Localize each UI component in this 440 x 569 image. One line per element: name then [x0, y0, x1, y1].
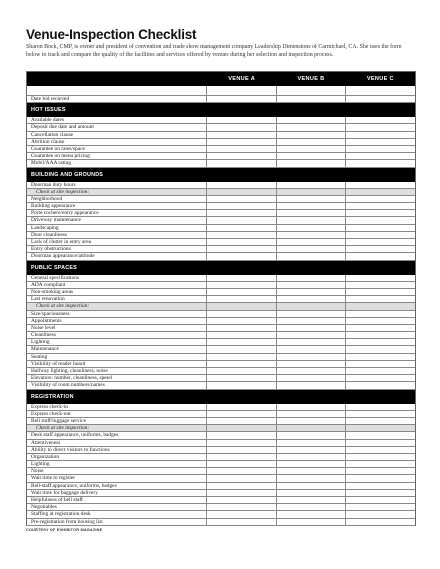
venue-b-cell[interactable]: [277, 132, 347, 138]
checklist-row: [27, 275, 415, 282]
row-label: Door cleanliness: [27, 232, 207, 238]
row-label: Building appearance: [27, 203, 207, 209]
row-label: General specifications: [27, 275, 207, 281]
venue-b-cell[interactable]: [277, 311, 347, 317]
venue-a-cell[interactable]: [207, 382, 277, 388]
venue-b-cell[interactable]: [277, 483, 347, 489]
sections-container: [27, 103, 415, 526]
venue-c-cell[interactable]: [346, 432, 415, 438]
checklist-row: [27, 124, 415, 131]
row-label: Visibility of room numbers/names: [27, 382, 207, 388]
checklist-row: [27, 519, 415, 526]
venue-a-cell[interactable]: [207, 368, 277, 374]
checklist-row: [27, 203, 415, 210]
venue-a-cell[interactable]: [207, 447, 277, 453]
venue-b-cell[interactable]: [277, 411, 347, 417]
venue-a-cell[interactable]: [207, 275, 277, 281]
venue-a-cell[interactable]: [207, 225, 277, 231]
row-label: Porte cochere/entry appearance: [27, 210, 207, 216]
venue-a-cell[interactable]: [207, 339, 277, 345]
venue-c-cell[interactable]: [346, 289, 415, 295]
checklist-row: [27, 375, 415, 382]
venue-a-cell[interactable]: [207, 124, 277, 130]
row-label: Negotiables: [27, 504, 207, 510]
venue-b-cell[interactable]: [277, 497, 347, 503]
checklist-row: [27, 468, 415, 475]
row-label: Seating: [27, 354, 207, 360]
date-bid-row: [27, 96, 415, 103]
venue-c-cell[interactable]: [346, 225, 415, 231]
venue-a-cell[interactable]: [207, 475, 277, 481]
checklist-row: [27, 339, 415, 346]
venue-b-cell: [277, 189, 347, 195]
checklist-row: [27, 440, 415, 447]
row-label: Attrition clause: [27, 139, 207, 145]
venue-c-cell[interactable]: [346, 232, 415, 238]
venue-b-cell[interactable]: [277, 354, 347, 360]
checklist-row: [27, 246, 415, 253]
venue-a-cell: [207, 189, 277, 195]
venue-b-cell[interactable]: [277, 146, 347, 152]
venue-b-cell[interactable]: [277, 232, 347, 238]
row-label: Hallway lighting, cleanliness, noise: [27, 368, 207, 374]
venue-b-cell[interactable]: [277, 282, 347, 288]
checklist-row: [27, 232, 415, 239]
venue-b-cell[interactable]: [277, 225, 347, 231]
venue-a-cell[interactable]: [207, 182, 277, 188]
row-label: Pre-registration from housing list: [27, 519, 207, 525]
venue-b-cell[interactable]: [277, 375, 347, 381]
venue-c-cell[interactable]: [346, 339, 415, 345]
row-label: Driveway maintenance: [27, 217, 207, 223]
site-inspection-subheader-row: [27, 303, 415, 310]
venue-c-cell[interactable]: [346, 404, 415, 410]
venue-c-cell[interactable]: [346, 368, 415, 374]
venue-c-cell[interactable]: [346, 361, 415, 367]
row-label: Mobil/AAA rating: [27, 160, 207, 166]
venue-b-cell[interactable]: [277, 196, 347, 202]
checklist-row: [27, 132, 415, 139]
checklist-row: [27, 139, 415, 146]
row-label: Check at site inspection:: [27, 189, 207, 195]
checklist-row: [27, 332, 415, 339]
venue-a-cell[interactable]: [207, 253, 277, 259]
checklist-row: [27, 325, 415, 332]
venue-b-cell: [277, 303, 347, 309]
section-header: PUBLIC SPACES: [27, 261, 415, 275]
venue-a-cell[interactable]: [207, 203, 277, 209]
checklist-row: [27, 511, 415, 518]
venue-c-cell[interactable]: [346, 468, 415, 474]
venue-b-cell[interactable]: [277, 519, 347, 525]
checklist-row: [27, 361, 415, 368]
header-blank-cell: [27, 72, 207, 86]
checklist-row: [27, 160, 415, 167]
venue-b-cell[interactable]: [277, 332, 347, 338]
row-label: Desk staff appearance, uniforms, badges: [27, 432, 207, 438]
venue-b-cell[interactable]: [277, 325, 347, 331]
venue-a-cell[interactable]: [207, 504, 277, 510]
venue-c-cell[interactable]: [346, 332, 415, 338]
row-label: Ability to direct visitors to functions: [27, 447, 207, 453]
venue-b-cell[interactable]: [277, 182, 347, 188]
checklist-row: [27, 117, 415, 124]
venue-b-cell[interactable]: [277, 160, 347, 166]
venue-c-cell[interactable]: [346, 519, 415, 525]
venue-a-cell[interactable]: [207, 511, 277, 517]
venue-b-cell[interactable]: [277, 440, 347, 446]
footer-credit: COURTESY OF EXHIBITOR MAGAZINE: [26, 528, 103, 532]
venue-c-cell[interactable]: [346, 318, 415, 324]
page-title: Venue-Inspection Checklist: [26, 27, 197, 42]
venue-a-cell[interactable]: [207, 461, 277, 467]
section-header: BUILDING AND GROUNDS: [27, 168, 415, 182]
checklist-row: [27, 368, 415, 375]
venue-c-cell[interactable]: [346, 475, 415, 481]
venue-a-cell[interactable]: [207, 96, 277, 102]
venue-c-cell[interactable]: [346, 182, 415, 188]
checklist-row: [27, 382, 415, 389]
venue-a-cell[interactable]: [207, 354, 277, 360]
venue-a-cell[interactable]: [207, 117, 277, 123]
spacer-row: [27, 86, 415, 96]
venue-b-cell[interactable]: [277, 468, 347, 474]
venue-a-cell[interactable]: [207, 375, 277, 381]
venue-c-cell[interactable]: [346, 217, 415, 223]
venue-c-cell[interactable]: [346, 447, 415, 453]
venue-c-cell[interactable]: [346, 160, 415, 166]
venue-c-cell[interactable]: [346, 253, 415, 259]
spacer-cell: [207, 86, 277, 95]
venue-a-cell[interactable]: [207, 519, 277, 525]
section-header: HOT ISSUES: [27, 103, 415, 117]
checklist-row: [27, 296, 415, 303]
checklist-row: [27, 411, 415, 418]
site-inspection-subheader-row: [27, 425, 415, 432]
venue-b-cell[interactable]: [277, 117, 347, 123]
venue-b-cell[interactable]: [277, 432, 347, 438]
venue-a-cell[interactable]: [207, 468, 277, 474]
venue-a-cell[interactable]: [207, 196, 277, 202]
checklist-row: [27, 182, 415, 189]
row-label: Last renovation: [27, 296, 207, 302]
checklist-row: [27, 418, 415, 425]
venue-a-cell[interactable]: [207, 146, 277, 152]
checklist-row: [27, 346, 415, 353]
venue-a-cell[interactable]: [207, 490, 277, 496]
row-label: Staffing at registration desk: [27, 511, 207, 517]
row-label: Deposit due date and amount: [27, 124, 207, 130]
venue-c-cell[interactable]: [346, 511, 415, 517]
spacer-label-cell: [27, 86, 207, 95]
venue-a-cell[interactable]: [207, 497, 277, 503]
venue-a-cell[interactable]: [207, 210, 277, 216]
venue-a-cell[interactable]: [207, 139, 277, 145]
spacer-cell: [277, 86, 347, 95]
venue-c-cell: [346, 189, 415, 195]
venue-c-cell[interactable]: [346, 504, 415, 510]
venue-a-cell[interactable]: [207, 418, 277, 424]
row-label: Neighborhood: [27, 196, 207, 202]
venue-c-cell[interactable]: [346, 490, 415, 496]
venue-c-cell[interactable]: [346, 411, 415, 417]
checklist-row: [27, 289, 415, 296]
venue-c-cell[interactable]: [346, 375, 415, 381]
checklist-row: [27, 504, 415, 511]
venue-a-cell[interactable]: [207, 282, 277, 288]
venue-a-cell[interactable]: [207, 289, 277, 295]
row-label: Entry obstructions: [27, 246, 207, 252]
venue-a-cell[interactable]: [207, 160, 277, 166]
row-label: Guarantee on menu pricing: [27, 153, 207, 159]
venue-c-cell[interactable]: [346, 483, 415, 489]
venue-b-cell[interactable]: [277, 418, 347, 424]
venue-a-cell[interactable]: [207, 411, 277, 417]
venue-c-cell[interactable]: [346, 497, 415, 503]
row-label: Helpfulness of bell staff: [27, 497, 207, 503]
venue-c-cell[interactable]: [346, 296, 415, 302]
venue-b-cell[interactable]: [277, 139, 347, 145]
venue-c-cell[interactable]: [346, 454, 415, 460]
row-label: Express check-out: [27, 411, 207, 417]
row-label: Size/spaciousness: [27, 311, 207, 317]
venue-c-cell: [346, 425, 415, 431]
row-label: Organization: [27, 454, 207, 460]
row-label: Doorman duty hours: [27, 182, 207, 188]
venue-b-cell[interactable]: [277, 210, 347, 216]
row-label: Cleanliness: [27, 332, 207, 338]
checklist-row: [27, 225, 415, 232]
venue-b-cell[interactable]: [277, 217, 347, 223]
venue-c-cell[interactable]: [346, 325, 415, 331]
venue-b-cell[interactable]: [277, 490, 347, 496]
venue-c-cell[interactable]: [346, 239, 415, 245]
row-label: Landscaping: [27, 225, 207, 231]
row-label: Wait time to register: [27, 475, 207, 481]
row-label: Elevators: number, cleanliness, speed: [27, 375, 207, 381]
venue-a-cell[interactable]: [207, 483, 277, 489]
row-label: Lack of clutter in entry area: [27, 239, 207, 245]
checklist-row: [27, 354, 415, 361]
checklist-row: [27, 404, 415, 411]
venue-c-cell[interactable]: [346, 440, 415, 446]
venue-a-cell[interactable]: [207, 440, 277, 446]
venue-c-cell[interactable]: [346, 246, 415, 252]
venue-b-cell[interactable]: [277, 246, 347, 252]
venue-a-cell[interactable]: [207, 153, 277, 159]
row-label: Maintenance: [27, 346, 207, 352]
venue-a-cell[interactable]: [207, 454, 277, 460]
venue-b-cell[interactable]: [277, 253, 347, 259]
venue-b-cell[interactable]: [277, 124, 347, 130]
venue-c-header: VENUE C: [366, 76, 394, 82]
row-label: Doorman appearance/attitude: [27, 253, 207, 259]
venue-b-cell[interactable]: [277, 454, 347, 460]
row-label: Noise: [27, 468, 207, 474]
row-label: Noise level: [27, 325, 207, 331]
checklist-row: [27, 282, 415, 289]
venue-c-cell[interactable]: [346, 153, 415, 159]
checklist-row: [27, 253, 415, 260]
venue-b-cell[interactable]: [277, 447, 347, 453]
checklist-row: [27, 153, 415, 160]
venue-b-cell[interactable]: [277, 339, 347, 345]
venue-c-cell[interactable]: [346, 461, 415, 467]
venue-b-cell[interactable]: [277, 346, 347, 352]
venue-a-cell[interactable]: [207, 432, 277, 438]
row-label: ADA compliant: [27, 282, 207, 288]
row-label: Date bid recieved: [27, 96, 207, 102]
row-label: Check at site inspection:: [27, 303, 207, 309]
venue-b-cell[interactable]: [277, 153, 347, 159]
row-label: Check at site inspection:: [27, 425, 207, 431]
venue-c-cell[interactable]: [346, 203, 415, 209]
checklist-row: [27, 432, 415, 439]
checklist-row: [27, 146, 415, 153]
checklist-row: [27, 447, 415, 454]
venue-c-cell[interactable]: [346, 146, 415, 152]
row-label: Attentiveness: [27, 440, 207, 446]
row-label: Wait time for baggage delivery: [27, 490, 207, 496]
row-label: Available dates: [27, 117, 207, 123]
venue-c-cell[interactable]: [346, 282, 415, 288]
row-label: Appointments: [27, 318, 207, 324]
venue-c-cell[interactable]: [346, 139, 415, 145]
venue-b-cell[interactable]: [277, 511, 347, 517]
checklist-row: [27, 475, 415, 482]
venue-a-cell[interactable]: [207, 296, 277, 302]
venue-b-cell[interactable]: [277, 96, 347, 102]
venue-a-cell[interactable]: [207, 332, 277, 338]
venue-b-cell[interactable]: [277, 368, 347, 374]
venue-c-cell[interactable]: [346, 354, 415, 360]
venue-b-cell[interactable]: [277, 275, 347, 281]
venue-c-cell: [346, 303, 415, 309]
venue-a-cell[interactable]: [207, 361, 277, 367]
venue-c-cell[interactable]: [346, 196, 415, 202]
venue-b-cell[interactable]: [277, 504, 347, 510]
venue-a-cell[interactable]: [207, 217, 277, 223]
venue-a-header: VENUE A: [228, 76, 256, 82]
row-label: Guarantee on rates/space: [27, 146, 207, 152]
venue-b-cell[interactable]: [277, 289, 347, 295]
venue-b-cell[interactable]: [277, 296, 347, 302]
checklist-row: [27, 318, 415, 325]
spacer-cell: [346, 86, 415, 95]
row-label: Lighting: [27, 339, 207, 345]
venue-b-cell[interactable]: [277, 318, 347, 324]
checklist-row: [27, 239, 415, 246]
venue-c-cell[interactable]: [346, 418, 415, 424]
row-label: Lighting: [27, 461, 207, 467]
checklist-row: [27, 497, 415, 504]
venue-a-cell: [207, 303, 277, 309]
venue-a-cell: [207, 425, 277, 431]
venue-a-cell[interactable]: [207, 346, 277, 352]
row-label: Bell staff/luggage service: [27, 418, 207, 424]
checklist-row: [27, 196, 415, 203]
venue-c-cell[interactable]: [346, 346, 415, 352]
checklist-row: [27, 461, 415, 468]
venue-a-cell[interactable]: [207, 311, 277, 317]
venue-c-cell[interactable]: [346, 311, 415, 317]
venue-c-cell[interactable]: [346, 382, 415, 388]
venue-a-cell[interactable]: [207, 404, 277, 410]
venue-b-cell[interactable]: [277, 382, 347, 388]
row-label: Cancellation clause: [27, 132, 207, 138]
venue-c-cell[interactable]: [346, 96, 415, 102]
venue-c-cell[interactable]: [346, 275, 415, 281]
checklist-row: [27, 217, 415, 224]
checklist-row: [27, 490, 415, 497]
venue-c-cell[interactable]: [346, 124, 415, 130]
venue-a-cell[interactable]: [207, 132, 277, 138]
venue-c-cell[interactable]: [346, 117, 415, 123]
row-label: Bell-staff appearance, uniforms, badges: [27, 483, 207, 489]
site-inspection-subheader-row: [27, 189, 415, 196]
intro-paragraph: Sharon Bock, CMP, is owner and president of convention and trade show management company Leadership Dimensions of Carmichael, CA. She uses the form below to track and compare the quality of the facilities and services offered by venues during her selection and inspection process.: [26, 44, 402, 59]
venue-b-cell[interactable]: [277, 361, 347, 367]
venue-a-cell[interactable]: [207, 246, 277, 252]
section-header: REGISTRATION: [27, 390, 415, 404]
table-header: [27, 72, 415, 86]
venue-b-cell[interactable]: [277, 239, 347, 245]
row-label: Visibility of reader board: [27, 361, 207, 367]
checklist-row: [27, 454, 415, 461]
checklist-row: [27, 210, 415, 217]
venue-a-cell[interactable]: [207, 239, 277, 245]
checklist-row: [27, 483, 415, 490]
row-label: Non-smoking areas: [27, 289, 207, 295]
venue-c-cell[interactable]: [346, 210, 415, 216]
checklist-page: [26, 27, 414, 532]
venue-b-cell[interactable]: [277, 475, 347, 481]
venue-a-cell[interactable]: [207, 318, 277, 324]
venue-b-cell: [277, 425, 347, 431]
checklist-row: [27, 311, 415, 318]
checklist-table: [26, 71, 416, 526]
venue-a-cell[interactable]: [207, 232, 277, 238]
venue-b-cell[interactable]: [277, 461, 347, 467]
venue-b-header: VENUE B: [297, 76, 325, 82]
venue-a-cell[interactable]: [207, 325, 277, 331]
venue-b-cell[interactable]: [277, 404, 347, 410]
row-label: Express check-in: [27, 404, 207, 410]
venue-c-cell[interactable]: [346, 132, 415, 138]
venue-b-cell[interactable]: [277, 203, 347, 209]
